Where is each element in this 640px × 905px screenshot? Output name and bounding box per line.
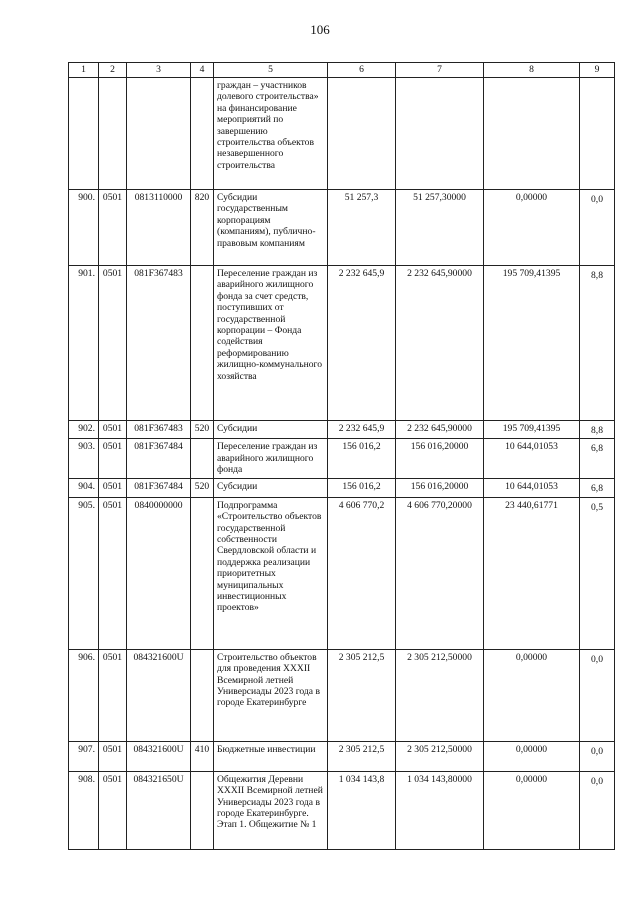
expense-type: 820 — [191, 190, 214, 266]
planned-amount: 4 606 770,2 — [328, 497, 396, 649]
execution-percent: 0,5 — [580, 497, 615, 649]
planned-amount: 51 257,3 — [328, 190, 396, 266]
section-code: 0501 — [99, 741, 127, 771]
row-number: 908. — [69, 771, 99, 849]
expense-type: 520 — [191, 479, 214, 497]
section-code: 0501 — [99, 479, 127, 497]
execution-percent — [580, 78, 615, 190]
table-row — [69, 479, 615, 497]
approved-amount: 2 305 212,50000 — [396, 741, 484, 771]
row-number: 902. — [69, 421, 99, 439]
column-header: 9 — [580, 63, 615, 78]
table-row — [69, 190, 615, 266]
item-name: Субсидии — [214, 421, 328, 439]
expense-type — [191, 78, 214, 190]
table-row — [69, 497, 615, 649]
execution-percent: 0,0 — [580, 190, 615, 266]
approved-amount: 156 016,20000 — [396, 479, 484, 497]
item-name: граждан – участников долевого строительства» на финансирование мероприятий по завершению строительства объектов незавершенного строительства — [214, 78, 328, 190]
target-code: 081F367484 — [127, 439, 191, 479]
item-name: Строительство объектов для проведения XXXII Всемирной летней Универсиады 2023 года в городе Екатеринбурге — [214, 649, 328, 741]
planned-amount: 2 232 645,9 — [328, 421, 396, 439]
executed-amount: 10 644,01053 — [484, 479, 580, 497]
target-code: 0813110000 — [127, 190, 191, 266]
section-code: 0501 — [99, 266, 127, 421]
row-number: 904. — [69, 479, 99, 497]
header-row — [69, 63, 615, 78]
execution-percent: 8,8 — [580, 421, 615, 439]
row-number: 903. — [69, 439, 99, 479]
execution-percent: 0,0 — [580, 649, 615, 741]
approved-amount: 2 232 645,90000 — [396, 421, 484, 439]
column-header: 7 — [396, 63, 484, 78]
planned-amount: 156 016,2 — [328, 439, 396, 479]
column-header: 8 — [484, 63, 580, 78]
table-row — [69, 421, 615, 439]
column-header: 6 — [328, 63, 396, 78]
executed-amount: 0,00000 — [484, 741, 580, 771]
executed-amount: 0,00000 — [484, 190, 580, 266]
executed-amount: 195 709,41395 — [484, 266, 580, 421]
planned-amount — [328, 78, 396, 190]
column-header: 2 — [99, 63, 127, 78]
section-code: 0501 — [99, 190, 127, 266]
column-header: 4 — [191, 63, 214, 78]
planned-amount: 156 016,2 — [328, 479, 396, 497]
expense-type — [191, 266, 214, 421]
column-header: 1 — [69, 63, 99, 78]
section-code: 0501 — [99, 497, 127, 649]
execution-percent: 8,8 — [580, 266, 615, 421]
item-name: Субсидии государственным корпорациям (компаниям), публично-правовым компаниям — [214, 190, 328, 266]
table-row — [69, 741, 615, 771]
planned-amount: 1 034 143,8 — [328, 771, 396, 849]
target-code: 081F367483 — [127, 421, 191, 439]
item-name: Бюджетные инвестиции — [214, 741, 328, 771]
expense-type — [191, 439, 214, 479]
approved-amount: 4 606 770,20000 — [396, 497, 484, 649]
execution-percent: 6,8 — [580, 439, 615, 479]
section-code: 0501 — [99, 649, 127, 741]
planned-amount: 2 305 212,5 — [328, 649, 396, 741]
section-code: 0501 — [99, 439, 127, 479]
page-number: 106 — [310, 22, 330, 37]
execution-percent: 6,8 — [580, 479, 615, 497]
expense-type — [191, 649, 214, 741]
expense-type: 520 — [191, 421, 214, 439]
row-number: 905. — [69, 497, 99, 649]
row-number: 900. — [69, 190, 99, 266]
item-name: Общежития Деревни XXXII Всемирной летней Универсиады 2023 года в городе Екатеринбурге. Этап 1. Общежитие № 1 — [214, 771, 328, 849]
approved-amount — [396, 78, 484, 190]
target-code — [127, 78, 191, 190]
approved-amount: 1 034 143,80000 — [396, 771, 484, 849]
column-header: 3 — [127, 63, 191, 78]
section-code: 0501 — [99, 421, 127, 439]
budget-table — [68, 62, 615, 850]
approved-amount: 156 016,20000 — [396, 439, 484, 479]
target-code: 084321600U — [127, 741, 191, 771]
execution-percent: 0,0 — [580, 771, 615, 849]
planned-amount: 2 305 212,5 — [328, 741, 396, 771]
target-code: 084321600U — [127, 649, 191, 741]
executed-amount: 10 644,01053 — [484, 439, 580, 479]
table-row — [69, 266, 615, 421]
executed-amount: 195 709,41395 — [484, 421, 580, 439]
item-name: Переселение граждан из аварийного жилищного фонда за счет средств, поступивших от государственной корпорации – Фонда содействия реформированию жилищно-коммунального хозяйства — [214, 266, 328, 421]
expense-type — [191, 771, 214, 849]
planned-amount: 2 232 645,9 — [328, 266, 396, 421]
executed-amount: 0,00000 — [484, 771, 580, 849]
execution-percent: 0,0 — [580, 741, 615, 771]
column-header: 5 — [214, 63, 328, 78]
item-name: Субсидии — [214, 479, 328, 497]
section-code: 0501 — [99, 771, 127, 849]
executed-amount — [484, 78, 580, 190]
table-row — [69, 649, 615, 741]
table-row — [69, 771, 615, 849]
row-number — [69, 78, 99, 190]
table-row — [69, 439, 615, 479]
row-number: 907. — [69, 741, 99, 771]
approved-amount: 2 232 645,90000 — [396, 266, 484, 421]
section-code — [99, 78, 127, 190]
item-name: Подпрограмма «Строительство объектов государственной собственности Свердловской области и поддержка реализации приоритетных муниципальных инвестиционных проектов» — [214, 497, 328, 649]
target-code: 084321650U — [127, 771, 191, 849]
target-code: 0840000000 — [127, 497, 191, 649]
approved-amount: 51 257,30000 — [396, 190, 484, 266]
row-number: 906. — [69, 649, 99, 741]
row-number: 901. — [69, 266, 99, 421]
executed-amount: 0,00000 — [484, 649, 580, 741]
table-row — [69, 78, 615, 190]
approved-amount: 2 305 212,50000 — [396, 649, 484, 741]
target-code: 081F367483 — [127, 266, 191, 421]
target-code: 081F367484 — [127, 479, 191, 497]
expense-type: 410 — [191, 741, 214, 771]
executed-amount: 23 440,61771 — [484, 497, 580, 649]
item-name: Переселение граждан из аварийного жилищного фонда — [214, 439, 328, 479]
expense-type — [191, 497, 214, 649]
